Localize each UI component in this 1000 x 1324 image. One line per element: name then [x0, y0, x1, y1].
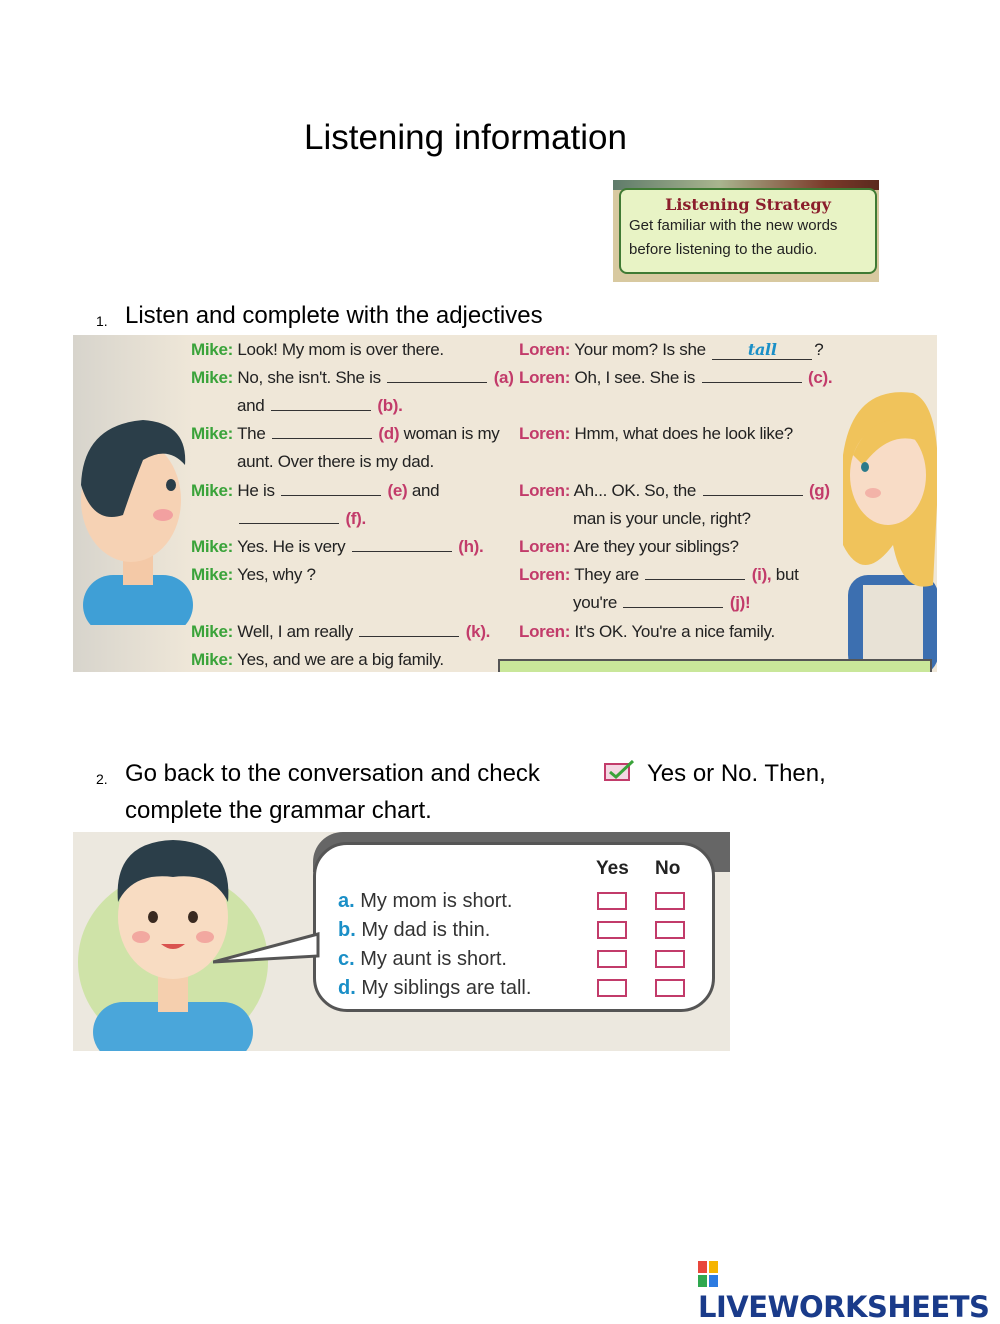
- blank-f[interactable]: [239, 509, 339, 524]
- speaker-loren: Loren:: [519, 481, 571, 500]
- item-letter: b.: [338, 919, 356, 941]
- blank-label: (k).: [465, 622, 491, 641]
- conv-text: man is your uncle, right?: [573, 509, 751, 528]
- speaker-mike: Mike:: [191, 622, 233, 641]
- conv-text: Well, I am really: [237, 622, 353, 641]
- conv-line-left-9: [191, 565, 316, 585]
- conv-line-right-6: [519, 537, 739, 557]
- question-2-text-a: Go back to the conversation and check: [125, 760, 540, 787]
- question-1-number: 1.: [96, 313, 108, 329]
- blank-label: (j)!: [729, 593, 751, 612]
- grammar-panel: [73, 832, 730, 1051]
- blank-label: (b).: [377, 396, 403, 415]
- conv-text: Look! My mom is over there.: [237, 340, 444, 359]
- conv-text: ?: [814, 340, 824, 359]
- speaker-mike: Mike:: [191, 537, 233, 556]
- conv-line-left-7: [237, 509, 366, 529]
- blank-j[interactable]: [623, 593, 723, 608]
- blank-label: (a): [493, 368, 514, 387]
- blank-b[interactable]: [271, 396, 371, 411]
- conv-line-left-6: [191, 481, 439, 501]
- conv-line-right-1: [519, 340, 823, 360]
- bubble-tail: [213, 932, 323, 972]
- strategy-line-1: Get familiar with the new words: [629, 217, 838, 234]
- blank-d[interactable]: [272, 424, 372, 439]
- conv-text: Yes, and we are a big family.: [237, 650, 444, 669]
- blank-label: (f).: [345, 509, 366, 528]
- yes-header: Yes: [596, 858, 629, 879]
- question-2-number: 2.: [96, 771, 108, 787]
- speaker-loren: Loren:: [519, 622, 571, 641]
- conv-text: Yes. He is very: [237, 537, 346, 556]
- speaker-mike: Mike:: [191, 650, 233, 669]
- question-2-text-b: Yes or No. Then,: [647, 760, 826, 787]
- conversation-panel: [73, 335, 937, 672]
- blank-label: (h).: [458, 537, 484, 556]
- blank-a[interactable]: [387, 368, 487, 383]
- conv-line-right-3: [519, 424, 793, 444]
- checkbox-yes-c[interactable]: [597, 950, 627, 968]
- blank-g[interactable]: [703, 481, 803, 496]
- conv-line-left-3: [237, 396, 403, 416]
- conv-text: Ah... OK. So, the: [573, 481, 697, 500]
- conv-line-left-10: [191, 622, 490, 642]
- conv-text: It's OK. You're a nice family.: [574, 622, 775, 641]
- grammar-item-c: [338, 948, 507, 971]
- conv-line-right-8: [573, 593, 750, 613]
- conv-line-left-4: [191, 424, 500, 444]
- conv-text: and: [237, 396, 265, 415]
- conv-line-right-5: [573, 509, 751, 529]
- speaker-mike: Mike:: [191, 565, 233, 584]
- page-title: Listening information: [304, 118, 627, 157]
- strategy-heading: Listening Strategy: [665, 195, 831, 214]
- blank-c[interactable]: [702, 368, 802, 383]
- speaker-mike: Mike:: [191, 424, 233, 443]
- blank-h[interactable]: [352, 537, 452, 552]
- conv-text: The: [237, 424, 266, 443]
- check-icon: [603, 760, 635, 782]
- item-letter: a.: [338, 890, 355, 912]
- blank-k[interactable]: [359, 622, 459, 637]
- conv-text: but: [775, 565, 799, 584]
- logo-icon: [698, 1261, 718, 1287]
- conv-text: and: [411, 481, 440, 500]
- blank-label: (e): [387, 481, 408, 500]
- conv-text: No, she isn't. She is: [237, 368, 381, 387]
- conv-line-left-11: [191, 650, 444, 670]
- blank-label: (d): [378, 424, 400, 443]
- conv-text: Yes, why ?: [237, 565, 316, 584]
- checkbox-no-c[interactable]: [655, 950, 685, 968]
- example-answer: tall: [712, 340, 812, 360]
- conv-text: He is: [237, 481, 275, 500]
- speaker-loren: Loren:: [519, 340, 571, 359]
- question-2-text-c: complete the grammar chart.: [125, 797, 432, 824]
- conv-line-right-7: [519, 565, 799, 585]
- conv-text: aunt. Over there is my dad.: [237, 452, 434, 471]
- item-text: My siblings are tall.: [361, 977, 532, 999]
- speaker-mike: Mike:: [191, 368, 233, 387]
- conv-line-left-1: [191, 340, 444, 360]
- item-text: My mom is short.: [360, 890, 513, 912]
- conv-line-left-8: [191, 537, 483, 557]
- strategy-image: [613, 180, 879, 282]
- logo-text: LIVEWORKSHEETS: [698, 1290, 990, 1324]
- strategy-line-2: before listening to the audio.: [629, 241, 818, 258]
- item-letter: c.: [338, 948, 355, 970]
- grammar-item-a: [338, 890, 513, 913]
- conv-text: you're: [573, 593, 617, 612]
- blank-label: (i),: [751, 565, 772, 584]
- conv-line-right-4: [519, 481, 830, 501]
- conv-text: They are: [574, 565, 639, 584]
- speaker-loren: Loren:: [519, 424, 571, 443]
- key-expressions-box: [498, 659, 932, 672]
- blank-label: (c).: [807, 368, 833, 387]
- blank-label: (g): [808, 481, 830, 500]
- conv-line-left-2: [191, 368, 514, 388]
- conv-line-right-2: [519, 368, 832, 388]
- checkbox-yes-a[interactable]: [597, 892, 627, 910]
- blank-i[interactable]: [645, 565, 745, 580]
- conv-text: woman is my: [403, 424, 500, 443]
- question-1-text: Listen and complete with the adjectives: [125, 302, 543, 329]
- grammar-item-b: [338, 919, 490, 942]
- conv-line-right-9: [519, 622, 775, 642]
- item-text: My aunt is short.: [360, 948, 507, 970]
- checkbox-no-d[interactable]: [655, 979, 685, 997]
- conv-text: Your mom? Is she: [574, 340, 706, 359]
- blank-e[interactable]: [281, 481, 381, 496]
- loren-illustration: [833, 385, 937, 672]
- checkbox-no-a[interactable]: [655, 892, 685, 910]
- item-letter: d.: [338, 977, 356, 999]
- item-text: My dad is thin.: [361, 919, 491, 941]
- conv-text: Hmm, what does he look like?: [574, 424, 793, 443]
- speaker-mike: Mike:: [191, 481, 233, 500]
- checkbox-yes-d[interactable]: [597, 979, 627, 997]
- grammar-item-d: [338, 977, 531, 1000]
- conv-text: Are they your siblings?: [573, 537, 739, 556]
- conv-text: Oh, I see. She is: [574, 368, 696, 387]
- conv-line-left-5: [237, 452, 434, 472]
- liveworksheets-logo: [698, 1256, 1000, 1324]
- checkbox-no-b[interactable]: [655, 921, 685, 939]
- mike-illustration: [73, 405, 193, 625]
- speaker-mike: Mike:: [191, 340, 233, 359]
- no-header: No: [655, 858, 681, 879]
- speaker-loren: Loren:: [519, 368, 571, 387]
- speaker-loren: Loren:: [519, 537, 571, 556]
- speaker-loren: Loren:: [519, 565, 571, 584]
- strategy-box: [619, 188, 877, 274]
- checkbox-yes-b[interactable]: [597, 921, 627, 939]
